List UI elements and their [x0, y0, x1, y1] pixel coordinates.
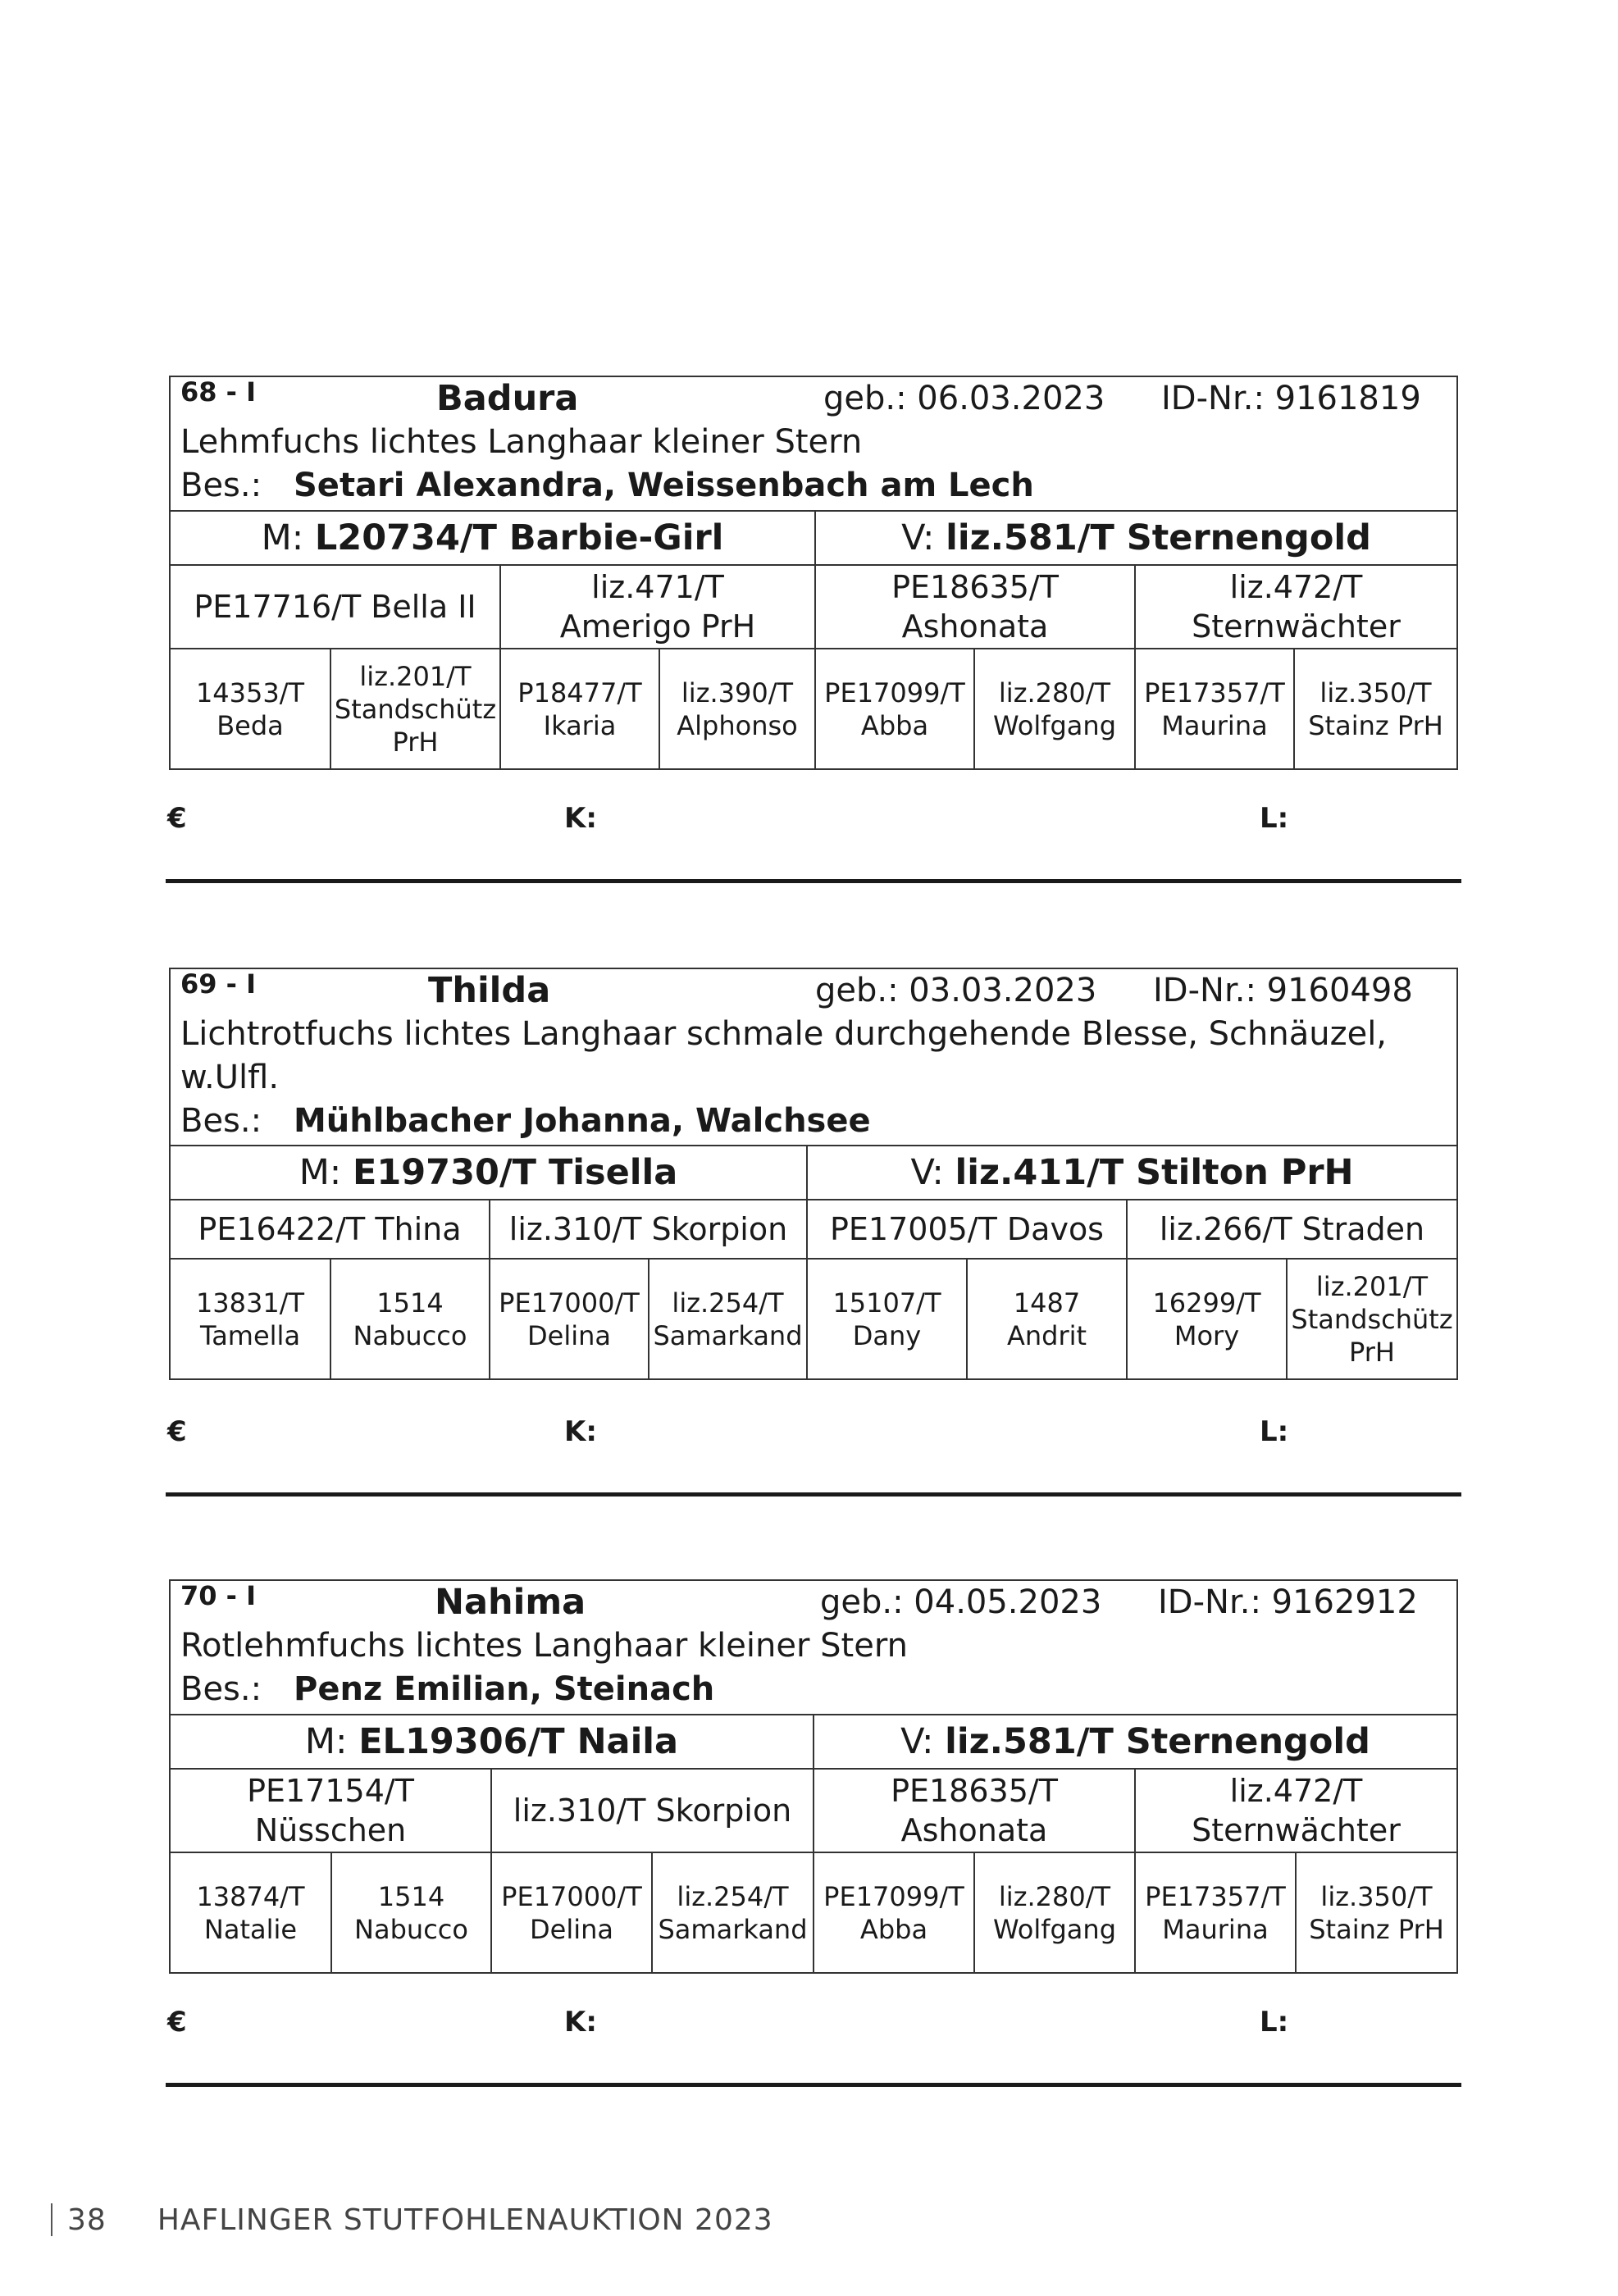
grandparent-cell: liz.472/T Sternwächter: [1134, 566, 1456, 648]
great-grandparent-cell: PE17000/T Delina: [490, 1853, 651, 1972]
horse-name: Badura: [436, 378, 579, 419]
great-grandparent-cell: liz.280/T Wolfgang: [973, 1853, 1134, 1972]
horse-name: Thilda: [428, 970, 551, 1011]
father-name: liz.411/T Stilton PrH: [955, 1152, 1354, 1193]
euro-label: €: [167, 802, 187, 835]
father-label: V:: [910, 1152, 944, 1193]
lot-entry-69: [167, 968, 1458, 1448]
euro-label: €: [167, 2006, 187, 2039]
lot-title-line: [180, 377, 1456, 421]
owner-label: Bes.:: [180, 467, 262, 504]
color-description-cont: w.Ulfl.: [180, 1059, 280, 1096]
father-cell: [814, 512, 1456, 564]
lot-header: [171, 377, 1456, 512]
color-description: Lehmfuchs lichtes Langhaar kleiner Stern: [180, 423, 863, 461]
great-grandparent-cell: 1514 Nabucco: [330, 1260, 489, 1378]
k-label: K:: [564, 802, 597, 835]
lot-number: 69 - I: [180, 968, 256, 1000]
mother-cell: [171, 512, 814, 564]
great-grandparent-cell: PE17357/T Maurina: [1134, 1853, 1295, 1972]
lot-header: [171, 1581, 1456, 1715]
mother-name: E19730/T Tisella: [352, 1152, 678, 1193]
birth-date: geb.: 04.05.2023: [820, 1583, 1102, 1621]
id-number: ID-Nr.: 9160498: [1153, 972, 1413, 1009]
birth-date: geb.: 03.03.2023: [815, 972, 1097, 1009]
l-label: L:: [1260, 802, 1289, 835]
lot-table: [169, 376, 1458, 770]
father-label: V:: [901, 517, 935, 558]
great-grandparent-cell: liz.254/T Samarkand: [651, 1853, 813, 1972]
l-label: L:: [1260, 1415, 1289, 1448]
price-line: [169, 1415, 1458, 1456]
great-grandparent-cell: liz.280/T Wolfgang: [973, 649, 1134, 768]
horse-name: Nahima: [435, 1582, 586, 1623]
separator-line: [166, 1492, 1461, 1496]
great-grandparent-cell: 15107/T Dany: [806, 1260, 966, 1378]
separator-line: [166, 879, 1461, 883]
great-grandparent-cell: 13831/T Tamella: [195, 1287, 305, 1351]
great-grandparent-cell: PE17099/T Abba: [814, 649, 973, 768]
great-grandparents-row: [171, 649, 1456, 768]
parents-row: [171, 1146, 1456, 1200]
great-grandparent-cell: P18477/T Ikaria: [499, 649, 659, 768]
owner-name: Setari Alexandra, Weissenbach am Lech: [294, 467, 1034, 504]
mother-name: EL19306/T Naila: [358, 1721, 679, 1762]
owner-line: [180, 464, 1456, 508]
great-grandparent-cell: PE17099/T Abba: [813, 1853, 973, 1972]
owner-line: [180, 1100, 1456, 1143]
page-number: 38: [67, 2203, 107, 2237]
grandparent-cell: PE18635/T Ashonata: [813, 1770, 1134, 1852]
id-number: ID-Nr.: 9162912: [1158, 1583, 1418, 1621]
father-name: liz.581/T Sternengold: [946, 517, 1371, 558]
publication-title: HAFLINGER STUTFOHLENAUKTION 2023: [157, 2203, 773, 2237]
great-grandparent-cell: liz.390/T Alphonso: [659, 649, 814, 768]
k-label: K:: [564, 2006, 597, 2039]
lot-title-line: [180, 1581, 1456, 1624]
father-label: V:: [900, 1721, 934, 1762]
lot-entry-70: [167, 1579, 1458, 2039]
grandparent-cell: PE17154/T Nüsschen: [247, 1773, 414, 1848]
lot-entry-68: [167, 376, 1458, 835]
owner-label: Bes.:: [180, 1670, 262, 1708]
mother-name: L20734/T Barbie-Girl: [314, 517, 724, 558]
great-grandparent-cell: 14353/T Beda: [195, 676, 305, 741]
grandparent-cell: liz.310/T Skorpion: [489, 1200, 806, 1258]
great-grandparent-cell: 16299/T Mory: [1126, 1260, 1286, 1378]
great-grandparent-cell: 13874/T Natalie: [196, 1880, 305, 1945]
owner-line: [180, 1668, 1456, 1711]
lot-title-line: [180, 969, 1456, 1013]
grandparents-row: [171, 1770, 1456, 1853]
grandparent-cell: liz.472/T Sternwächter: [1134, 1770, 1456, 1852]
l-label: L:: [1260, 2006, 1289, 2039]
euro-label: €: [167, 1415, 187, 1448]
father-cell: [813, 1715, 1456, 1768]
owner-name: Penz Emilian, Steinach: [294, 1670, 715, 1708]
mother-label: M:: [261, 517, 304, 558]
grandparents-row: [171, 1200, 1456, 1260]
great-grandparent-cell: PE17357/T Maurina: [1134, 649, 1293, 768]
father-name: liz.581/T Sternengold: [945, 1721, 1370, 1762]
k-label: K:: [564, 1415, 597, 1448]
great-grandparent-cell: liz.201/T Standschütz PrH: [1286, 1260, 1456, 1378]
id-number: ID-Nr.: 9161819: [1161, 380, 1421, 417]
mother-cell: [171, 1146, 806, 1199]
grandparent-cell: PE17716/T Bella II: [194, 589, 476, 625]
mother-label: M:: [304, 1721, 348, 1762]
great-grandparent-cell: liz.350/T Stainz PrH: [1293, 649, 1456, 768]
owner-name: Mühlbacher Johanna, Walchsee: [294, 1102, 871, 1140]
birth-date: geb.: 06.03.2023: [823, 380, 1105, 417]
grandparent-cell: PE16422/T Thina: [198, 1211, 462, 1247]
mother-label: M:: [299, 1152, 342, 1193]
great-grandparent-cell: 1487 Andrit: [966, 1260, 1126, 1378]
grandparent-cell: liz.266/T Straden: [1126, 1200, 1456, 1258]
great-grandparent-cell: liz.350/T Stainz PrH: [1295, 1853, 1456, 1972]
color-description: Rotlehmfuchs lichtes Langhaar kleiner Stern: [180, 1627, 908, 1665]
owner-label: Bes.:: [180, 1102, 262, 1140]
grandparent-cell: liz.310/T Skorpion: [490, 1770, 813, 1852]
footer-divider: [51, 2203, 52, 2236]
separator-line: [166, 2083, 1461, 2087]
great-grandparent-cell: liz.254/T Samarkand: [648, 1260, 806, 1378]
great-grandparent-cell: PE17000/T Delina: [489, 1260, 648, 1378]
great-grandparent-cell: 1514 Nabucco: [330, 1853, 490, 1972]
page-footer: [51, 2198, 773, 2242]
lot-header: [171, 969, 1456, 1146]
grandparents-row: [171, 566, 1456, 649]
great-grandparents-row: [171, 1260, 1456, 1378]
father-cell: [806, 1146, 1456, 1199]
great-grandparent-cell: liz.201/T Standschütz PrH: [330, 649, 499, 768]
lot-table: [169, 1579, 1458, 1974]
parents-row: [171, 512, 1456, 566]
grandparent-cell: PE17005/T Davos: [806, 1200, 1126, 1258]
great-grandparents-row: [171, 1853, 1456, 1972]
price-line: [169, 2006, 1458, 2047]
lot-table: [169, 968, 1458, 1380]
grandparent-cell: PE18635/T Ashonata: [814, 566, 1134, 648]
grandparent-cell: liz.471/T Amerigo PrH: [499, 566, 814, 648]
mother-cell: [171, 1715, 813, 1768]
lot-number: 68 - I: [180, 376, 256, 408]
lot-number: 70 - I: [180, 1580, 256, 1611]
parents-row: [171, 1715, 1456, 1770]
price-line: [169, 802, 1458, 843]
color-description: Lichtrotfuchs lichtes Langhaar schmale durchgehende Blesse, Schnäuzel,: [180, 1015, 1388, 1053]
